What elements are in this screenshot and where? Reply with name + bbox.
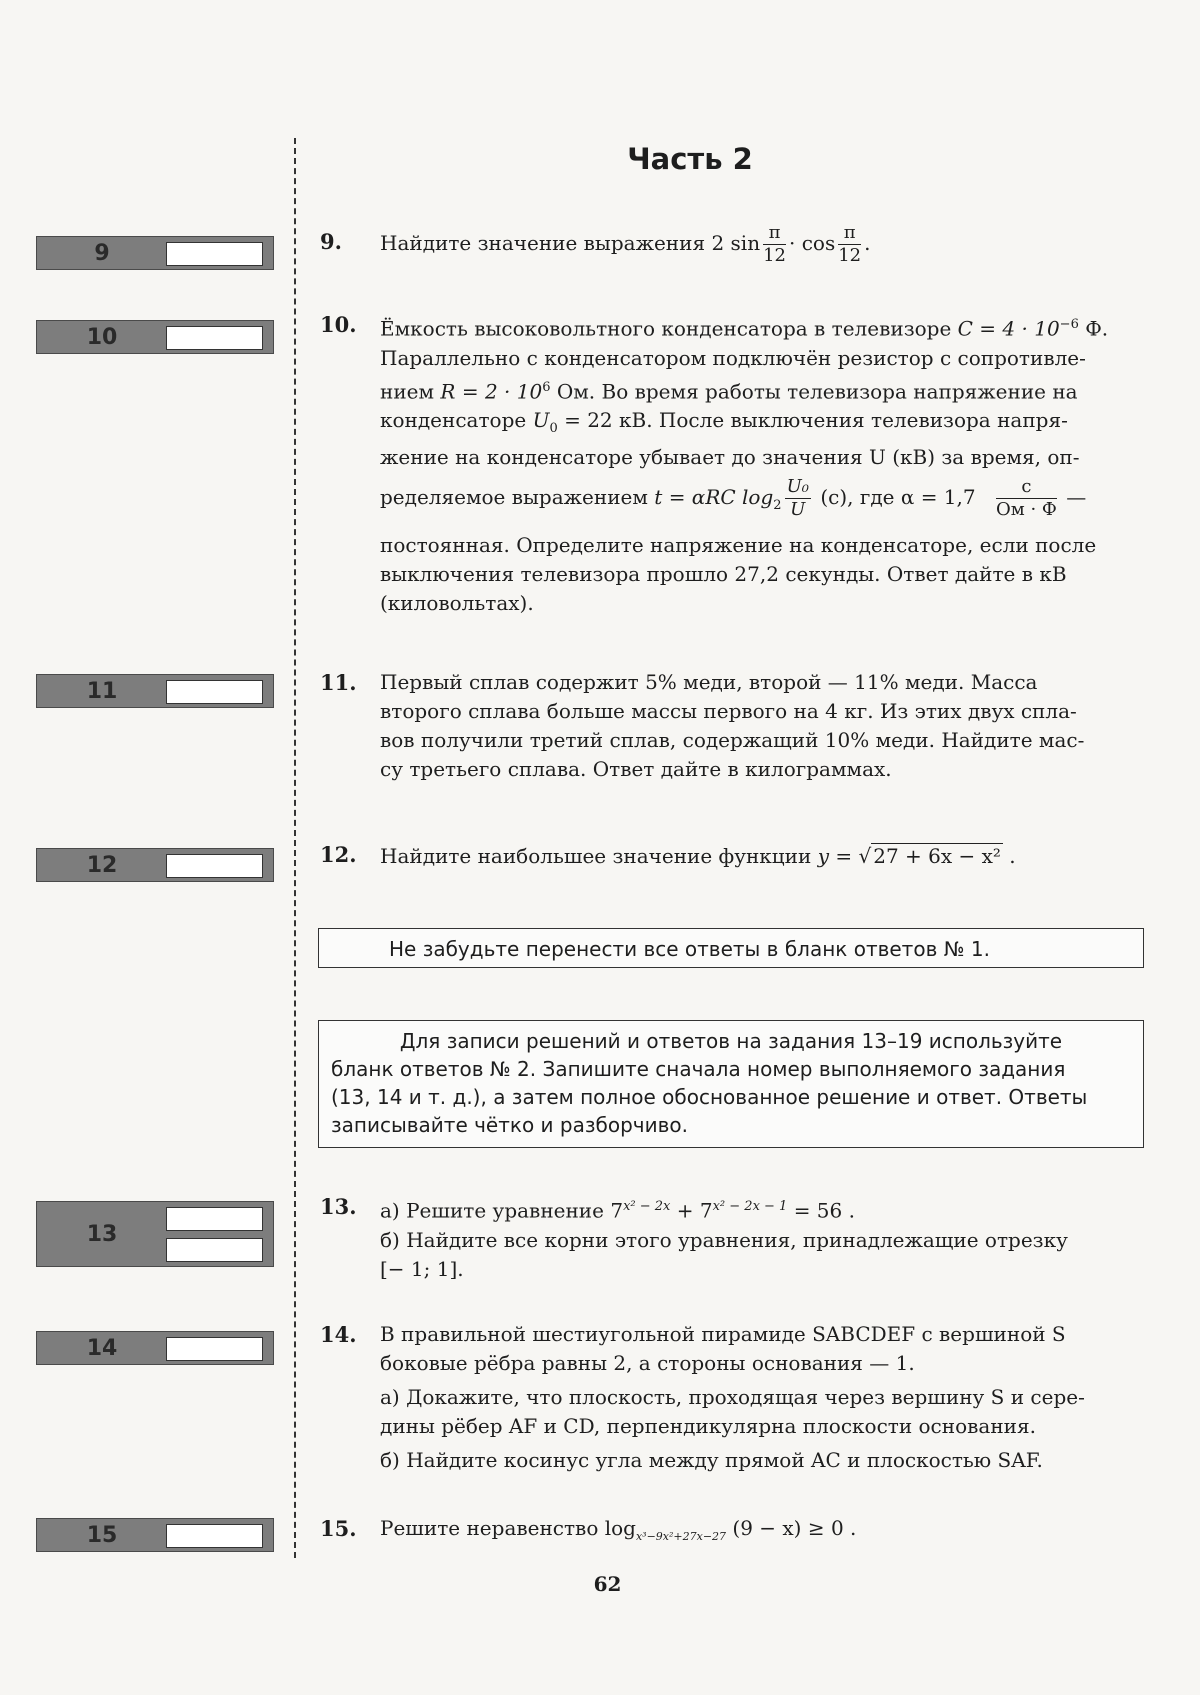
answer-field[interactable]	[166, 326, 263, 350]
answer-box-14	[36, 1331, 274, 1365]
text-line: второго сплава больше массы первого на 4 кг. Из этих двух спла-	[380, 699, 1077, 723]
answer-box-label: 11	[86, 678, 118, 704]
answer-box-9	[36, 236, 274, 270]
text-line: а) Решите уравнение $7^{x^2 - 2x} + 7^{x^2 - 2x - 1} = 56$ .	[380, 1198, 855, 1223]
page-number: 62	[593, 1572, 622, 1596]
question-text: Найдите значение выражения	[380, 231, 706, 255]
answer-box-13	[36, 1201, 274, 1267]
punct: .	[1009, 844, 1016, 868]
question-text: Решите неравенство	[380, 1516, 599, 1540]
text-line: бланк ответов № 2. Запишите сначала номер выполняемого задания	[331, 1057, 1066, 1081]
text-line: [− 1; 1].	[380, 1256, 464, 1281]
question-number: 12.	[320, 842, 357, 867]
text-line: Ёмкость высоковольтного конденсатора в телевизоре $C = 4 \cdot 10^{-6}$ Ф.	[380, 316, 1109, 341]
text-line: постоянная. Определите напряжение на конденсаторе, если после	[380, 533, 1097, 558]
text-line: Для записи решений и ответов на задания 13–19 используйте	[399, 1029, 1063, 1053]
math-expr: · cos	[788, 231, 836, 255]
sqrt-symbol: √	[858, 844, 872, 868]
answer-field[interactable]	[166, 1207, 263, 1231]
text-line: записывайте чётко и разборчиво.	[331, 1113, 688, 1137]
text-line: нием $R = 2 \cdot 10^6$ Ом. Во время работы телевизора напряжение на	[380, 379, 1078, 404]
fraction: $\frac{с}{Ом \cdot Ф}$	[995, 476, 1057, 521]
answer-field[interactable]	[166, 1524, 263, 1548]
question-number: 13.	[320, 1194, 357, 1219]
question-number: 10.	[320, 312, 357, 337]
math-expr: 2 sin	[711, 231, 761, 255]
answer-box-label: 9	[94, 240, 110, 266]
question-number: 15.	[320, 1516, 357, 1541]
text-line: ределяемое выражением t = αRC $\log_2$ $\frac{\text{U₀}}{U}$ (с), где α = 1,7 $\frac{с}{Ом \cdot Ф}$ —	[380, 476, 1087, 521]
fraction: $\frac{\text{U₀}}{U}$	[786, 476, 809, 521]
answer-box-10	[36, 320, 274, 354]
text-line: б) Найдите косинус угла между прямой AC и плоскостью SAF.	[380, 1448, 1043, 1472]
text-line: жение на конденсаторе убывает до значения U (кВ) за время, оп-	[380, 445, 1080, 470]
answer-field[interactable]	[166, 680, 263, 704]
question-9	[380, 224, 1144, 265]
notice-answer-form-2	[318, 1020, 1144, 1148]
text-line: боковые рёбра равны 2, а стороны основания — 1.	[380, 1351, 915, 1375]
question-11	[380, 668, 1144, 784]
answer-field[interactable]	[166, 1238, 263, 1262]
radicand: 27 + 6x − x²	[873, 844, 1001, 868]
answer-box-12	[36, 848, 274, 882]
notice-transfer-answers: Не забудьте перенести все ответы в бланк ответов № 1.	[318, 928, 1144, 968]
fraction: $\frac{\pi}{12}$	[763, 222, 786, 266]
cut-line	[294, 138, 296, 1558]
text-line: В правильной шестиугольной пирамиде SABCDEF с вершиной S	[380, 1322, 1066, 1346]
question-15	[380, 1514, 1144, 1551]
text-line: (13, 14 и т. д.), а затем полное обоснованное решение и ответ. Ответы	[331, 1085, 1088, 1109]
answer-box-15	[36, 1518, 274, 1552]
answer-field[interactable]	[166, 242, 263, 266]
answer-box-label: 10	[86, 324, 118, 350]
text-line: дины рёбер AF и CD, перпендикулярна плоскости основания.	[380, 1414, 1036, 1438]
question-text: Найдите наибольшее значение функции	[380, 844, 812, 868]
math-expr: y =	[817, 844, 853, 868]
log-base: x³−9x²+27x−27	[635, 1530, 727, 1543]
punct: .	[864, 231, 871, 255]
question-13	[380, 1192, 1144, 1284]
question-number: 11.	[320, 670, 357, 695]
text-line: Первый сплав содержит 5% меди, второй — 11% меди. Масса	[380, 670, 1038, 694]
question-number: 14.	[320, 1322, 357, 1347]
answer-field[interactable]	[166, 854, 263, 878]
question-14	[380, 1320, 1144, 1475]
question-12	[380, 842, 1144, 871]
answer-box-label: 15	[86, 1522, 118, 1548]
answer-box-label: 12	[86, 852, 118, 878]
question-10	[380, 310, 1144, 618]
answer-box-11	[36, 674, 274, 708]
fraction: $\frac{\pi}{12}$	[838, 222, 862, 266]
text-line: су третьего сплава. Ответ дайте в килограммах.	[380, 757, 892, 781]
answer-box-label: 14	[86, 1335, 118, 1361]
page-title: Часть 2	[627, 142, 753, 176]
text-line: выключения телевизора прошло 27,2 секунды. Ответ дайте в кВ	[380, 562, 1067, 587]
text-line: конденсаторе $U_0 = 22$ кВ. После выключения телевизора напря-	[380, 408, 1068, 437]
answer-box-label: 13	[86, 1221, 118, 1247]
answer-field[interactable]	[166, 1337, 263, 1361]
text-line: Параллельно с конденсатором подключён резистор с сопротивле-	[380, 345, 1086, 370]
text-line: (киловольтах).	[380, 591, 534, 616]
question-number: 9.	[320, 229, 342, 254]
text-line: а) Докажите, что плоскость, проходящая через вершину S и сере-	[380, 1385, 1085, 1409]
math-expr: (9 − x) ≥ 0 .	[732, 1516, 857, 1540]
text-line: б) Найдите все корни этого уравнения, принадлежащие отрезку	[380, 1227, 1068, 1252]
text-line: вов получили третий сплав, содержащий 10% меди. Найдите мас-	[380, 728, 1085, 752]
math-expr: log	[604, 1516, 636, 1540]
